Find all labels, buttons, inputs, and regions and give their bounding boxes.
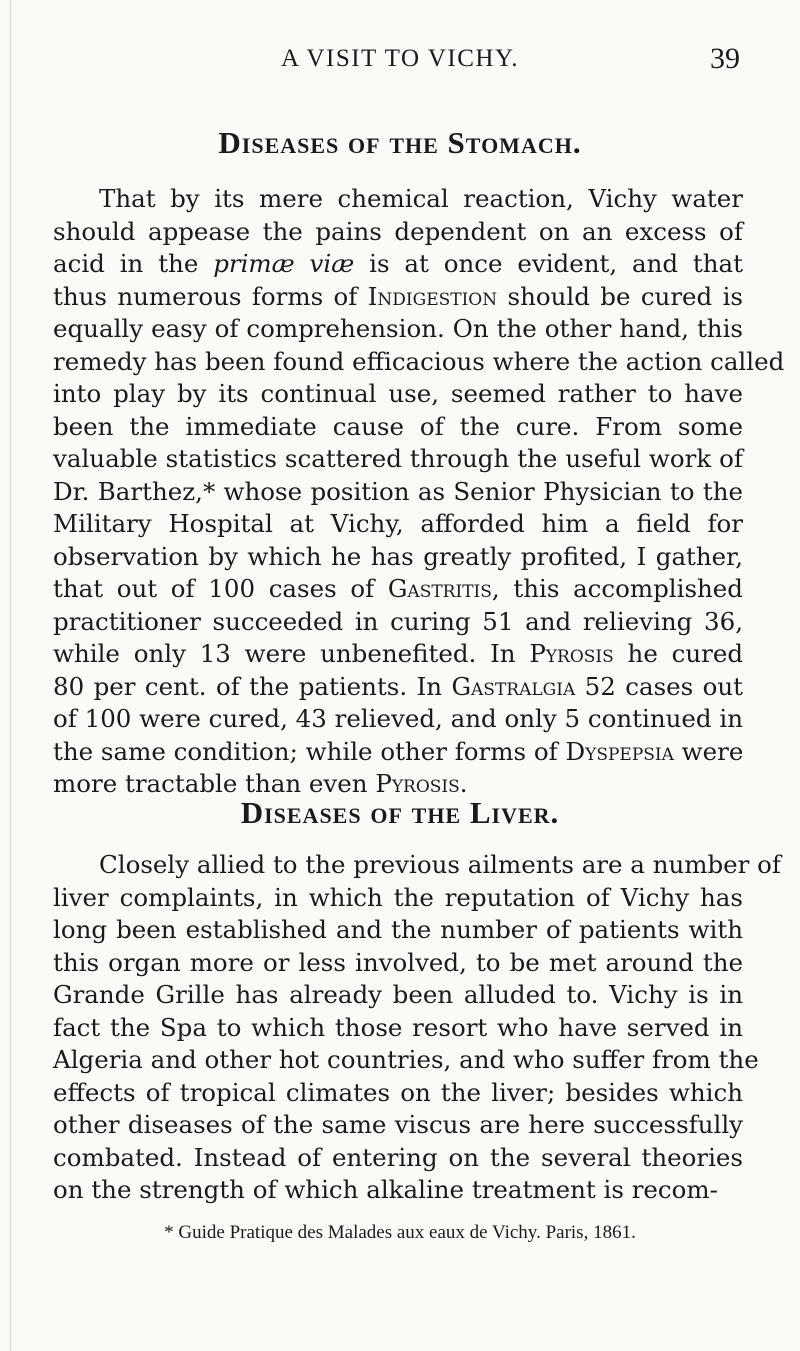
text-line (53, 638, 743, 671)
page-gutter-line (10, 0, 11, 1351)
text-segment: remedy has been found efficacious where the action called (53, 346, 785, 376)
text-segment: . (459, 769, 468, 798)
text-segment: , this accomplished (491, 574, 743, 603)
text-line (53, 216, 743, 249)
heading-diseases-of-the-stomach: Diseases of the Stomach. (218, 125, 582, 160)
text-line (53, 1044, 759, 1077)
text-line (53, 1077, 743, 1110)
text-line (53, 411, 743, 444)
emphasis-term: Dyspepsia (565, 736, 674, 766)
text-line (53, 508, 743, 541)
emphasis-term: Indigestion (367, 281, 498, 311)
text-segment: That by its mere chemical reaction, Vichy water (99, 184, 743, 213)
text-line (53, 1174, 743, 1207)
running-title: A VISIT TO VICHY. (280, 45, 520, 72)
text-line (53, 671, 743, 704)
emphasis-term: primæ viæ (213, 249, 355, 278)
text-line (53, 1142, 743, 1175)
text-segment: the same condition; while other forms of (53, 736, 566, 766)
text-line (53, 183, 743, 216)
text-line (53, 541, 743, 574)
text-segment: equally easy of comprehension. On the other hand, this (53, 314, 743, 343)
text-segment: effects of tropical climates on the liver; besides which (53, 1077, 743, 1107)
text-segment: should be cured is (497, 281, 743, 311)
text-segment: this organ more or less involved, to be met around the (53, 947, 743, 977)
text-segment: long been established and the number of patients with (53, 915, 743, 944)
text-line (53, 1109, 743, 1142)
text-line (53, 346, 785, 379)
text-line (53, 476, 743, 509)
text-line (53, 443, 743, 476)
emphasis-term: Pyrosis (375, 769, 460, 798)
text-segment: thus numerous forms of (53, 281, 368, 311)
text-segment: Grande Grille has already been alluded to. Vichy is in (53, 980, 743, 1009)
text-segment: Dr. Barthez,* whose position as Senior Physician to the (53, 476, 743, 506)
emphasis-term: Pyrosis (529, 639, 614, 668)
emphasis-term: Gastralgia (451, 671, 576, 701)
text-segment: 52 cases out (575, 671, 743, 701)
text-segment: observation by which he has greatly profited, I gather, (53, 541, 743, 571)
text-segment: fact the Spa to which those resort who have served in (53, 1012, 743, 1042)
paragraph-liver (53, 849, 781, 1207)
text-line (53, 849, 781, 882)
text-segment: Closely allied to the previous ailments are a number of (99, 850, 781, 879)
text-line (53, 573, 743, 606)
text-line (53, 378, 743, 411)
text-segment: Military Hospital at Vichy, afforded him a field for (53, 509, 743, 538)
text-segment: of 100 were cured, 43 relieved, and only 5 continued in (53, 704, 743, 733)
text-line (53, 882, 743, 915)
text-segment: liver complaints, in which the reputation of Vichy has (53, 882, 743, 912)
running-head (0, 42, 800, 85)
text-segment: on the strength of which alkaline treatment is recom- (53, 1175, 718, 1204)
text-segment: into play by its continual use, seemed rather to have (53, 379, 743, 408)
text-line (53, 606, 743, 639)
text-line (53, 281, 743, 314)
text-segment: Algeria and other hot countries, and who suffer from the (53, 1045, 759, 1074)
text-line (53, 1012, 743, 1045)
text-segment: been the immediate cause of the cure. From some (53, 411, 743, 441)
text-line (53, 703, 743, 736)
footnote: * Guide Pratique des Malades aux eaux de Vichy. Paris, 1861. (164, 1222, 636, 1243)
text-segment: he cured (613, 639, 744, 668)
text-line (53, 947, 743, 980)
text-segment: 80 per cent. of the patients. In (53, 671, 452, 701)
text-line (53, 248, 743, 281)
text-segment: is at once evident, and that (354, 249, 744, 278)
text-line (53, 914, 743, 947)
heading-diseases-of-the-liver: Diseases of the Liver. (240, 795, 560, 830)
page-number: 39 (710, 42, 740, 75)
emphasis-term: Gastritis (387, 574, 492, 603)
text-segment: acid in the (53, 249, 214, 278)
text-segment: while only 13 were unbenefited. In (53, 639, 530, 668)
text-segment: were (673, 736, 744, 766)
text-line (53, 313, 743, 346)
text-segment: valuable statistics scattered through the useful work of (53, 444, 743, 473)
text-segment: that out of 100 cases of (53, 574, 388, 603)
text-segment: combated. Instead of entering on the several theories (53, 1142, 743, 1172)
text-segment: other diseases of the same viscus are here successfully (53, 1110, 743, 1139)
text-segment: more tractable than even (53, 769, 376, 798)
text-segment: should appease the pains dependent on an excess of (53, 216, 743, 246)
paragraph-stomach (53, 183, 785, 801)
text-line (53, 736, 743, 769)
text-segment: practitioner succeeded in curing 51 and relieving 36, (53, 606, 743, 636)
text-line (53, 979, 743, 1012)
